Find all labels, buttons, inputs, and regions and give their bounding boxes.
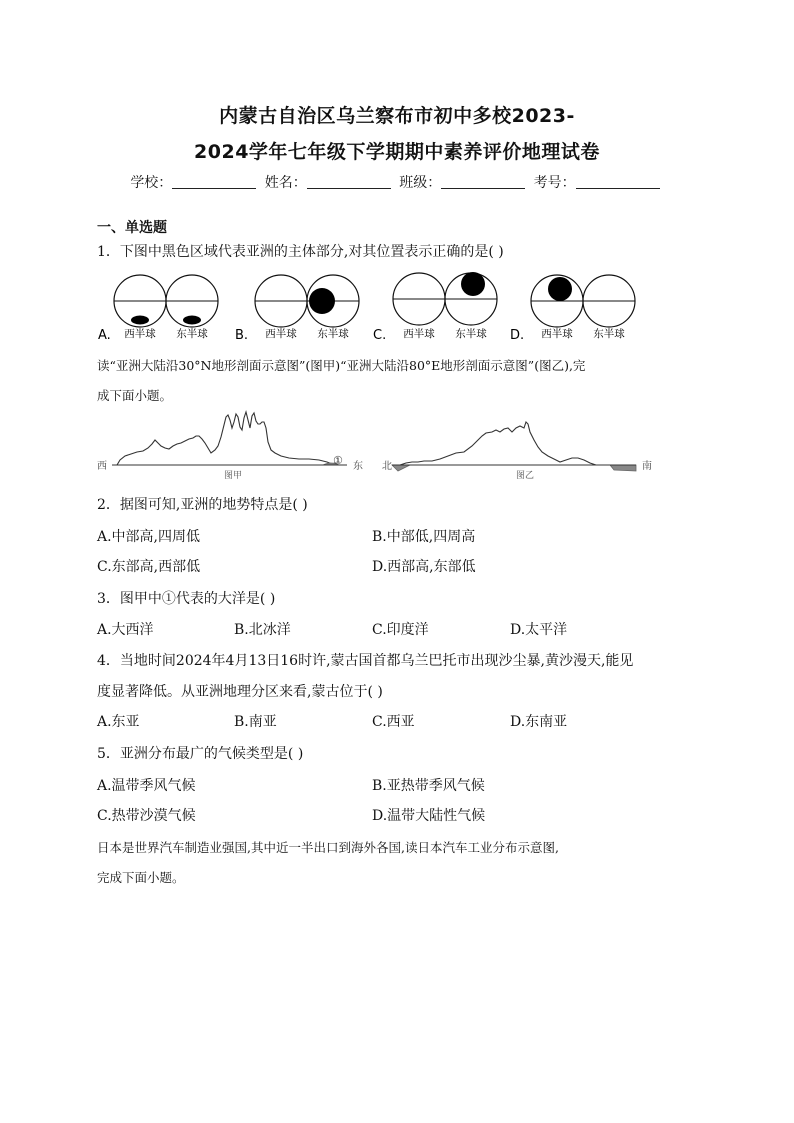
name-blank[interactable] (307, 174, 391, 189)
profile-yi-south-ocean (610, 465, 636, 471)
option-b-asia-mark (309, 288, 335, 314)
question-4-option-d[interactable]: D.东南亚 (510, 714, 568, 730)
hemisphere-options-figure (95, 266, 655, 346)
intro-japan-line2: 完成下面小题。 (97, 870, 185, 885)
question-2-option-d[interactable]: D.西部高,东部低 (372, 559, 476, 575)
class-blank[interactable] (441, 174, 525, 189)
profile-yi-north-label: 北 (382, 461, 392, 472)
profile-jia-west-label: 西 (97, 461, 107, 472)
question-3-option-a[interactable]: A.大西洋 (97, 622, 154, 638)
question-5-option-b[interactable]: B.亚热带季风气候 (372, 778, 485, 794)
question-5-option-a[interactable]: A.温带季风气候 (97, 778, 196, 794)
option-c-west-label: 西半球 (403, 328, 435, 340)
profile-yi-terrain (400, 422, 596, 465)
exam-number-label: 考号： (533, 175, 576, 191)
option-a-asia-mark-east (183, 316, 201, 325)
profile-jia-caption: 图甲 (223, 471, 243, 480)
option-d-west-label: 西半球 (541, 328, 573, 340)
profile-yi-figure (380, 408, 660, 480)
question-2-option-a[interactable]: A.中部高,四周低 (97, 529, 201, 545)
exam-title-line1: 内蒙古自治区乌兰察布市初中多校2023- (219, 105, 575, 127)
option-d-east-label: 东半球 (593, 328, 625, 340)
school-blank[interactable] (172, 174, 256, 189)
option-a-west-label: 西半球 (124, 328, 156, 340)
class-label: 班级： (399, 175, 442, 191)
question-5-stem: 5．亚洲分布最广的气候类型是( ) (97, 746, 304, 762)
question-4-stem-line2: 度显著降低。从亚洲地理分区来看,蒙古位于( ) (97, 684, 383, 700)
option-c-letter: C. (373, 328, 387, 343)
profile-jia-east-label: 东 (353, 461, 363, 472)
intro-japan-line1: 日本是世界汽车制造业强国,其中近一半出口到海外各国,读日本汽车工业分布示意图, (97, 840, 559, 855)
option-d-letter: D. (510, 328, 525, 343)
option-a-letter: A. (98, 328, 111, 343)
student-info-row (0, 172, 794, 192)
profile-yi-south-label: 南 (642, 461, 652, 472)
intro-profiles-line2: 成下面小题。 (97, 388, 173, 403)
option-b-east-label: 东半球 (317, 328, 349, 340)
profile-jia-figure (95, 408, 375, 480)
question-3-stem: 3．图甲中①代表的大洋是( ) (97, 591, 276, 607)
question-5-option-d[interactable]: D.温带大陆性气候 (372, 808, 486, 824)
question-4-option-c[interactable]: C.西亚 (372, 714, 415, 730)
question-3-option-b[interactable]: B.北冰洋 (234, 622, 291, 638)
profile-yi-caption: 图乙 (515, 471, 535, 480)
profile-jia-marker: ① (333, 454, 343, 467)
question-4-option-b[interactable]: B.南亚 (234, 714, 277, 730)
option-a-east-label: 东半球 (176, 328, 208, 340)
question-2-option-b[interactable]: B.中部低,四周高 (372, 529, 476, 545)
exam-title-line2: 2024学年七年级下学期期中素养评价地理试卷 (194, 141, 600, 163)
profile-yi-north-ocean (392, 465, 410, 471)
option-b-letter: B. (235, 328, 249, 343)
option-b-west-label: 西半球 (265, 328, 297, 340)
school-label: 学校： (130, 175, 173, 191)
question-3-option-c[interactable]: C.印度洋 (372, 622, 429, 638)
intro-profiles-line1: 读“亚洲大陆沿30°N地形剖面示意图”(图甲)“亚洲大陆沿80°E地形剖面示意图”(图乙),完 (97, 358, 586, 373)
question-2-stem: 2．据图可知,亚洲的地势特点是( ) (97, 497, 308, 513)
question-4-stem-line1: 4．当地时间2024年4月13日16时许,蒙古国首都乌兰巴托市出现沙尘暴,黄沙漫天,能见 (97, 653, 634, 669)
option-c-asia-mark (461, 272, 485, 296)
question-1-stem: 1．下图中黑色区域代表亚洲的主体部分,对其位置表示正确的是( ) (97, 244, 504, 260)
option-c-east-label: 东半球 (455, 328, 487, 340)
name-label: 姓名： (264, 175, 307, 191)
question-4-option-a[interactable]: A.东亚 (97, 714, 140, 730)
exam-number-blank[interactable] (576, 174, 660, 189)
question-5-option-c[interactable]: C.热带沙漠气候 (97, 808, 196, 824)
profile-jia-terrain (117, 412, 338, 465)
question-3-option-d[interactable]: D.太平洋 (510, 622, 568, 638)
question-2-option-c[interactable]: C.东部高,西部低 (97, 559, 201, 575)
section-title: 一、单选题 (97, 220, 167, 236)
option-d-asia-mark (548, 277, 572, 301)
option-a-asia-mark (131, 316, 149, 325)
